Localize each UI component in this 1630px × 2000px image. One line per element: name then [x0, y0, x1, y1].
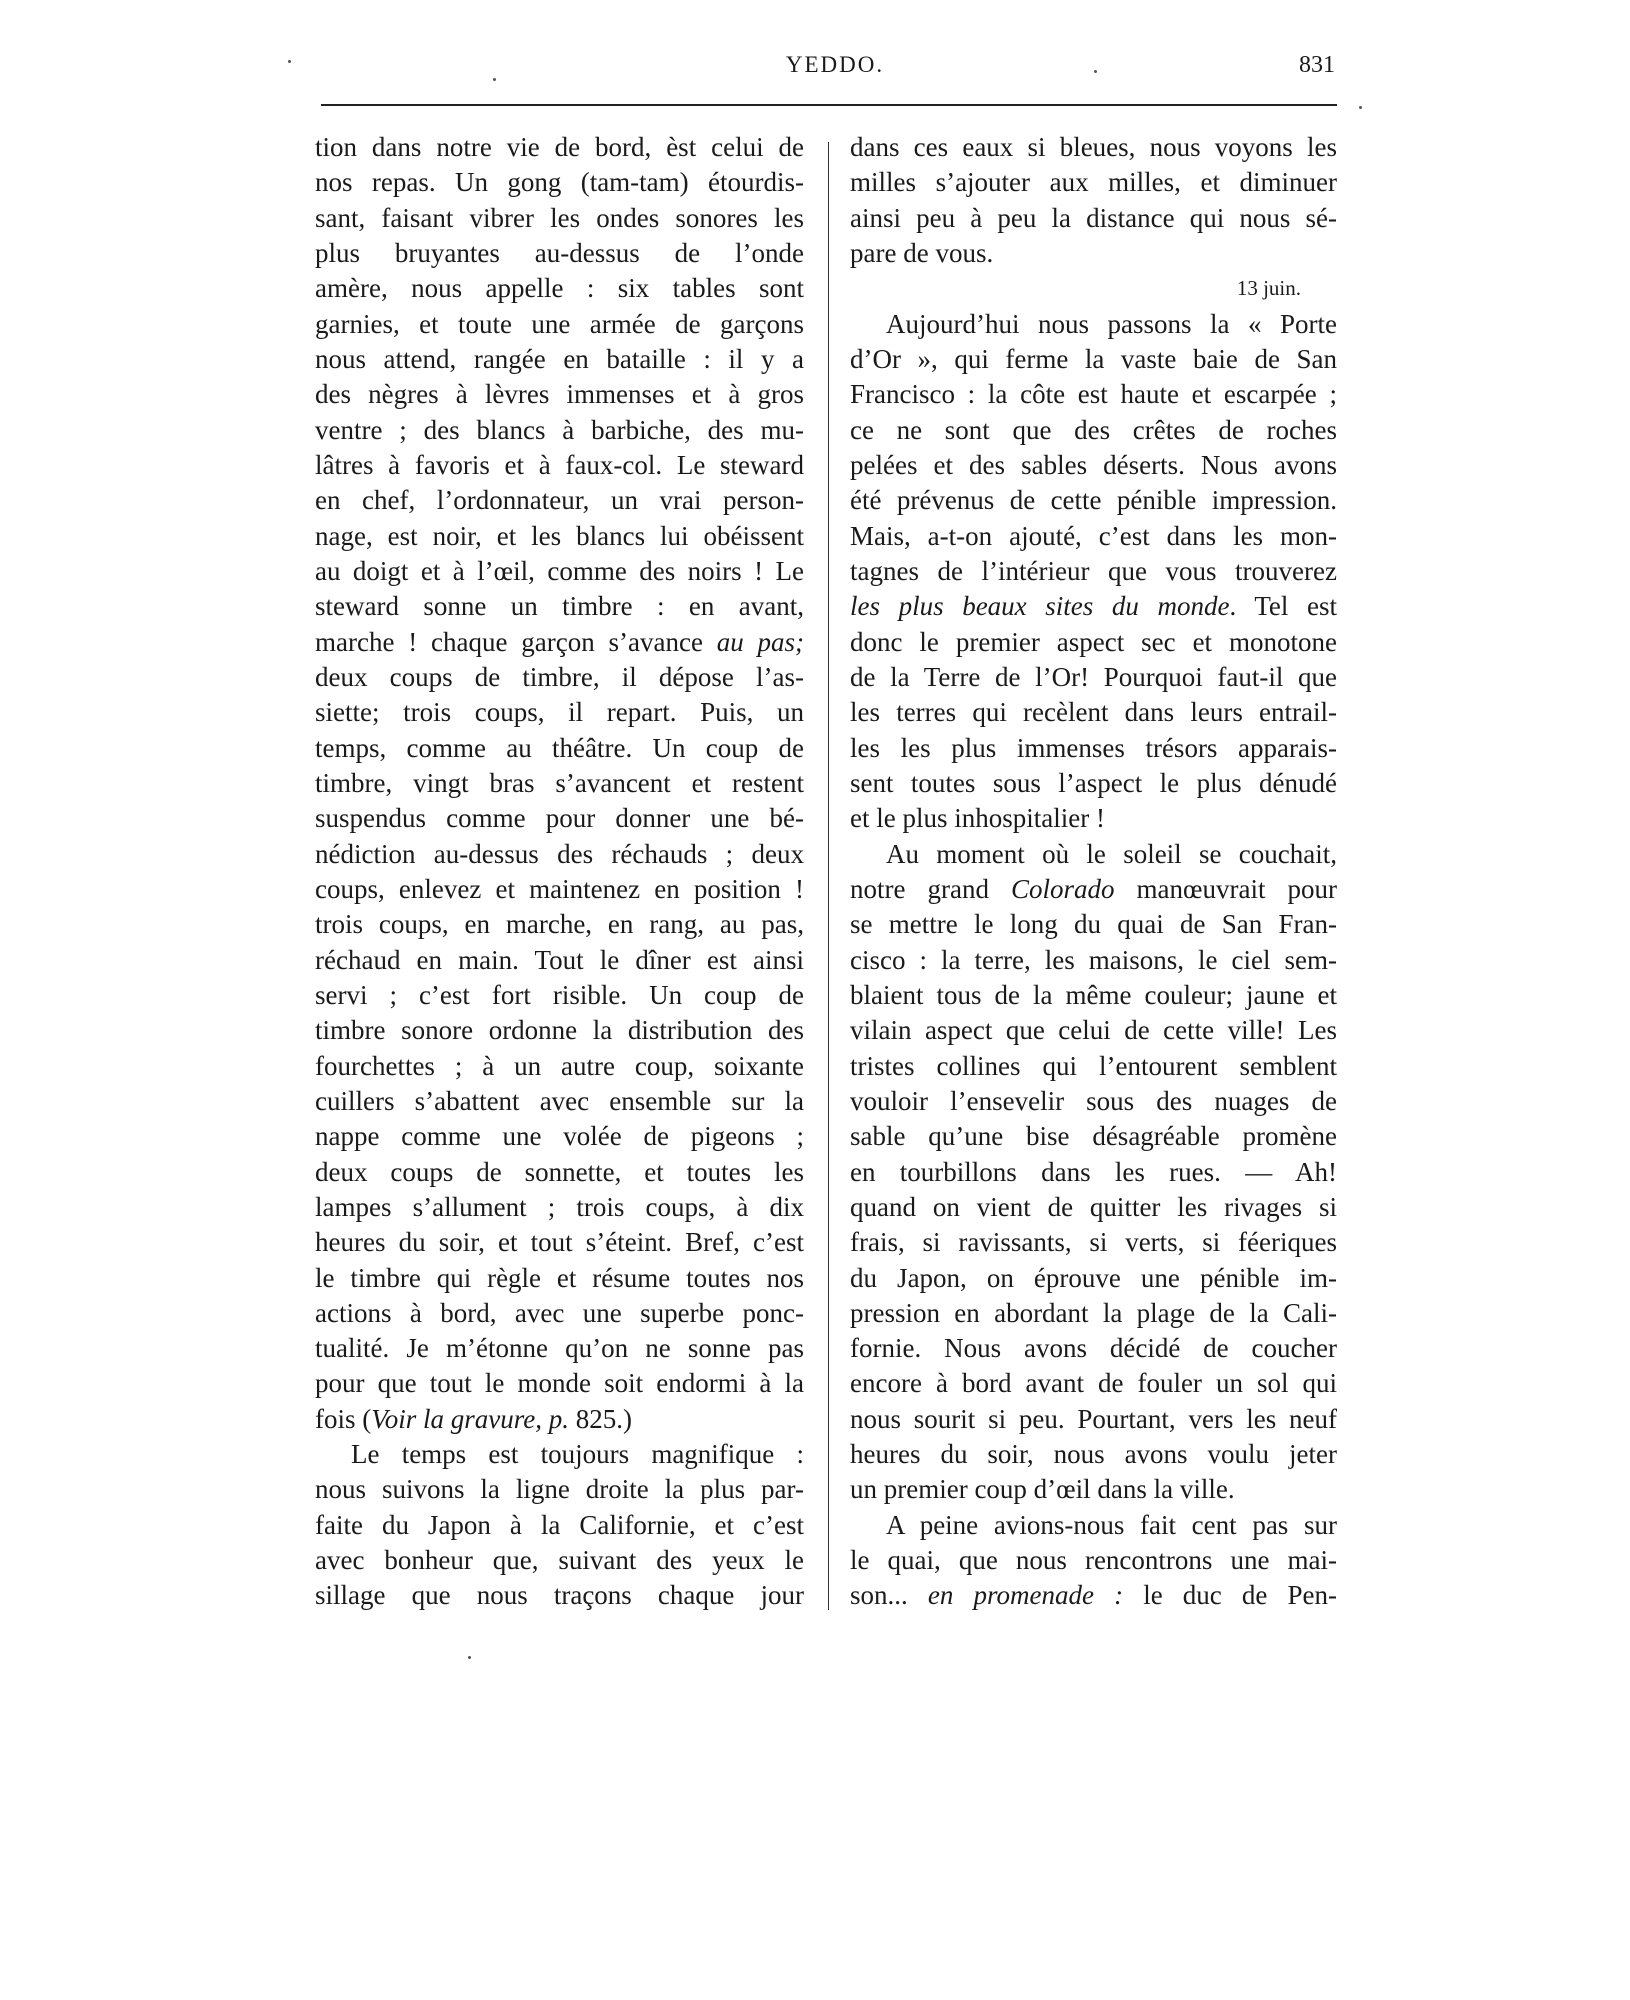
text-segment: garnies, et toute une armée de garçons [315, 308, 804, 339]
text-segment: ce ne sont que des crêtes de roches [850, 414, 1337, 445]
text-segment: vouloir l’ensevelir sous des nuages de [850, 1085, 1337, 1116]
text-segment: nous sourit si peu. Pourtant, vers les neuf [850, 1403, 1337, 1434]
text-segment: sable qu’une bise désagréable promène [850, 1121, 1337, 1152]
text-line [850, 1296, 1337, 1331]
italic-text: Voir la gravure, p. [371, 1403, 569, 1434]
page-number: 831 [1299, 52, 1335, 78]
text-line [850, 413, 1337, 448]
text-line [315, 1578, 804, 1613]
text-segment: heures du soir, nous avons voulu jeter [850, 1439, 1337, 1470]
text-line [315, 589, 804, 624]
text-line [315, 236, 804, 271]
text-segment: deux coups de sonnette, et toutes les [315, 1156, 804, 1187]
text-line [315, 307, 804, 342]
text-segment: marche ! chaque garçon s’avance [315, 626, 717, 657]
text-segment: et le plus inhospitalier ! [850, 803, 1105, 834]
text-segment: d’Or », qui ferme la vaste baie de San [850, 343, 1337, 374]
text-line [850, 1437, 1337, 1472]
text-segment: temps, comme au théâtre. Un coup de [315, 732, 804, 763]
text-segment: se mettre le long du quai de San Fran- [850, 909, 1337, 940]
text-line [850, 236, 1337, 271]
text-segment: encore à bord avant de fouler un sol qui [850, 1368, 1337, 1399]
text-line [850, 660, 1337, 695]
text-line [315, 1472, 804, 1507]
text-line [315, 1296, 804, 1331]
text-line [315, 1084, 804, 1119]
text-line [315, 1402, 804, 1437]
text-line [850, 837, 1337, 872]
text-segment: du Japon, on éprouve une pénible im- [850, 1262, 1337, 1293]
text-line [850, 1261, 1337, 1296]
header-rule [321, 104, 1337, 106]
text-segment: ventre ; des blancs à barbiche, des mu- [315, 414, 804, 445]
text-line [315, 731, 804, 766]
text-segment: en chef, l’ordonnateur, un vrai person- [315, 485, 804, 516]
text-segment: Le temps est toujours magnifique : [351, 1439, 804, 1470]
text-line [315, 660, 804, 695]
text-line [315, 165, 804, 200]
text-segment: plus bruyantes au-dessus de l’onde [315, 237, 804, 268]
text-line [850, 130, 1337, 165]
text-line [850, 625, 1337, 660]
text-segment: nage, est noir, et les blancs lui obéissent [315, 520, 804, 551]
text-segment: blaient tous de la même couleur; jaune et [850, 979, 1337, 1010]
text-line [315, 377, 804, 412]
text-line [315, 1331, 804, 1366]
text-line [850, 1402, 1337, 1437]
text-line [850, 519, 1337, 554]
text-line [850, 1190, 1337, 1225]
text-segment: pour que tout le monde soit endormi à la [315, 1368, 804, 1399]
text-line [850, 307, 1337, 342]
print-speck [288, 60, 291, 63]
text-segment: A peine avions-nous fait cent pas sur [886, 1509, 1337, 1540]
text-segment: steward sonne un timbre : en avant, [315, 591, 804, 622]
text-line [315, 519, 804, 554]
text-line [315, 271, 804, 306]
text-segment: lampes s’allument ; trois coups, à dix [315, 1191, 804, 1222]
text-segment: tualité. Je m’étonne qu’on ne sonne pas [315, 1333, 804, 1364]
text-line [850, 1013, 1337, 1048]
text-line [315, 1119, 804, 1154]
text-line [315, 483, 804, 518]
text-segment: timbre, vingt bras s’avancent et restent [315, 767, 804, 798]
text-segment: lâtres à favoris et à faux-col. Le steward [315, 449, 804, 480]
text-line [850, 342, 1337, 377]
text-line [850, 695, 1337, 730]
text-segment: manœuvrait pour [1114, 873, 1337, 904]
text-segment: suspendus comme pour donner une bé- [315, 803, 804, 834]
column-divider [828, 142, 829, 1610]
text-segment: été prévenus de cette pénible impression. [850, 485, 1337, 516]
italic-text: les plus beaux sites du monde [850, 591, 1230, 622]
text-line [850, 978, 1337, 1013]
text-line [850, 201, 1337, 236]
text-segment: avec bonheur que, suivant des yeux le [315, 1545, 804, 1576]
text-segment: milles s’ajouter aux milles, et diminuer [850, 167, 1337, 198]
print-speck [1094, 70, 1097, 73]
italic-text: Colorado [1010, 873, 1115, 904]
print-speck [493, 78, 496, 81]
italic-text: en promenade : [927, 1580, 1124, 1611]
text-segment: dans ces eaux si bleues, nous voyons les [850, 132, 1337, 162]
text-segment: 13 juin. [1236, 276, 1301, 301]
text-segment: sillage que nous traçons chaque jour [315, 1580, 804, 1611]
text-line [315, 1508, 804, 1543]
text-line [850, 907, 1337, 942]
text-segment: Aujourd’hui nous passons la « Porte [886, 308, 1337, 339]
text-line [315, 943, 804, 978]
text-line [315, 625, 804, 660]
text-segment: pression en abordant la plage de la Cali- [850, 1297, 1337, 1328]
text-line [850, 483, 1337, 518]
text-segment: un premier coup d’œil dans la ville. [850, 1474, 1235, 1505]
date-line [850, 271, 1337, 306]
text-segment: fornie. Nous avons décidé de coucher [850, 1333, 1337, 1364]
text-line [315, 554, 804, 589]
text-segment: en tourbillons dans les rues. — Ah! [850, 1156, 1337, 1187]
text-segment: cuillers s’abattent avec ensemble sur la [315, 1085, 804, 1116]
text-line [850, 448, 1337, 483]
text-line [850, 377, 1337, 412]
text-segment: nédiction au-dessus des réchauds ; deux [315, 838, 804, 869]
text-segment: pelées et des sables déserts. Nous avons [850, 449, 1337, 480]
text-line [315, 1049, 804, 1084]
text-segment: faite du Japon à la Californie, et c’est [315, 1509, 804, 1540]
text-segment: . Tel est [1229, 591, 1337, 622]
text-line [850, 943, 1337, 978]
text-line [315, 1155, 804, 1190]
text-line [315, 978, 804, 1013]
text-line [850, 731, 1337, 766]
text-segment: ainsi peu à peu la distance qui nous sé- [850, 202, 1337, 233]
text-segment: cisco : la terre, les maisons, le ciel sem- [850, 944, 1337, 975]
text-column-left [315, 130, 804, 1614]
text-line [850, 1155, 1337, 1190]
print-speck [468, 1656, 471, 1659]
text-line [315, 413, 804, 448]
text-segment: tristes collines qui l’entourent semblent [850, 1050, 1337, 1081]
running-title: YEDDO. [785, 52, 885, 77]
text-line [850, 872, 1337, 907]
text-segment: frais, si ravissants, si verts, si féeriques [850, 1227, 1337, 1258]
text-line [850, 1331, 1337, 1366]
text-line [315, 342, 804, 377]
text-segment: trois coups, en marche, en rang, au pas, [315, 909, 804, 940]
text-line [315, 1543, 804, 1578]
text-segment: tagnes de l’intérieur que vous trouverez [850, 555, 1337, 586]
text-segment: fourchettes ; à un autre coup, soixante [315, 1050, 804, 1081]
text-segment: coups, enlevez et maintenez en position ! [315, 873, 804, 904]
text-segment: de la Terre de l’Or! Pourquoi faut-il que [850, 661, 1337, 692]
text-segment: tion dans notre vie de bord, èst celui de [315, 132, 804, 162]
italic-text: au pas; [716, 626, 805, 657]
text-segment: heures du soir, et tout s’éteint. Bref, c’est [315, 1227, 804, 1258]
text-segment: nous suivons la ligne droite la plus par- [315, 1474, 804, 1505]
text-line [850, 589, 1337, 624]
text-segment: des nègres à lèvres immenses et à gros [315, 379, 804, 410]
text-segment: le timbre qui règle et résume toutes nos [315, 1262, 804, 1293]
text-line [850, 1366, 1337, 1401]
text-segment: les terres qui recèlent dans leurs entrail- [850, 697, 1337, 728]
text-line [315, 1261, 804, 1296]
text-segment: vilain aspect que celui de cette ville! Les [850, 1015, 1337, 1046]
text-line [315, 201, 804, 236]
text-line [315, 695, 804, 730]
text-line [850, 1543, 1337, 1578]
text-segment: quand on vient de quitter les rivages si [850, 1191, 1337, 1222]
print-speck [1359, 106, 1362, 109]
text-segment: le duc de Pen- [1123, 1580, 1337, 1611]
text-line [850, 1472, 1337, 1507]
text-line [850, 1119, 1337, 1154]
text-segment: deux coups de timbre, il dépose l’as- [315, 661, 804, 692]
running-head [321, 50, 1337, 80]
text-column-right [850, 130, 1337, 1614]
text-segment: notre grand [850, 873, 1011, 904]
text-line [850, 1225, 1337, 1260]
text-segment: nappe comme une volée de pigeons ; [315, 1121, 804, 1152]
text-segment: 825.) [569, 1403, 632, 1434]
text-line [850, 801, 1337, 836]
text-segment: Mais, a-t-on ajouté, c’est dans les mon- [850, 520, 1337, 551]
text-line [850, 554, 1337, 589]
text-line [315, 766, 804, 801]
text-segment: nous attend, rangée en bataille : il y a [315, 343, 804, 374]
text-line [315, 1190, 804, 1225]
text-line [850, 165, 1337, 200]
text-line [315, 872, 804, 907]
text-segment: sant, faisant vibrer les ondes sonores les [315, 202, 804, 233]
text-line [315, 130, 804, 165]
text-segment: amère, nous appelle : six tables sont [315, 273, 804, 304]
text-segment: fois ( [315, 1403, 372, 1434]
text-segment: son... [850, 1580, 928, 1611]
text-line [315, 801, 804, 836]
text-line [850, 766, 1337, 801]
text-segment: actions à bord, avec une superbe ponc- [315, 1297, 804, 1328]
text-segment: Au moment où le soleil se couchait, [886, 838, 1337, 869]
text-line [315, 1225, 804, 1260]
text-segment: pare de vous. [850, 237, 994, 268]
text-line [315, 1437, 804, 1472]
text-line [850, 1508, 1337, 1543]
text-segment: nos repas. Un gong (tam-tam) étourdis- [315, 167, 804, 198]
text-line [315, 837, 804, 872]
text-line [850, 1578, 1337, 1613]
text-line [315, 907, 804, 942]
text-line [315, 1366, 804, 1401]
text-segment: Francisco : la côte est haute et escarpée ; [850, 379, 1337, 410]
text-segment: au doigt et à l’œil, comme des noirs ! Le [315, 555, 804, 586]
text-segment: les les plus immenses trésors apparais- [850, 732, 1337, 763]
text-segment: siette; trois coups, il repart. Puis, un [315, 697, 804, 728]
text-segment: donc le premier aspect sec et monotone [850, 626, 1337, 657]
text-segment: le quai, que nous rencontrons une mai- [850, 1545, 1337, 1576]
text-line [850, 1049, 1337, 1084]
text-segment: sent toutes sous l’aspect le plus dénudé [850, 767, 1337, 798]
text-line [315, 448, 804, 483]
text-segment: réchaud en main. Tout le dîner est ainsi [315, 944, 804, 975]
text-segment: servi ; c’est fort risible. Un coup de [315, 979, 804, 1010]
text-line [315, 1013, 804, 1048]
text-segment: timbre sonore ordonne la distribution des [315, 1015, 804, 1046]
text-line [850, 1084, 1337, 1119]
